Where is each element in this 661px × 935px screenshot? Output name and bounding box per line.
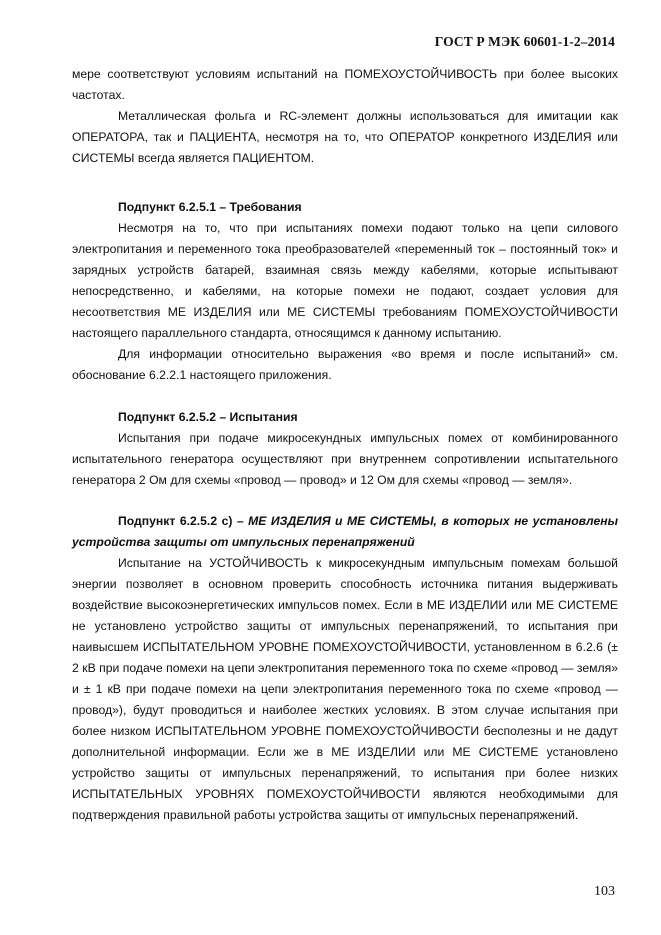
heading-italic-title: МЕ ИЗДЕЛИЯ и МЕ СИСТЕМЫ, в которых не установлены устройства защиты от импульсных перенапряжений xyxy=(72,514,618,549)
paragraph-surge-immunity: Испытание на УСТОЙЧИВОСТЬ к микросекундным импульсным помехам большой энергии позволяет в основном проверить способность источника питания выдерживать воздействие высокоэнергетических импульсов помех. Если в МЕ ИЗДЕЛИИ или МЕ СИСТЕМЕ не установлено устройство защиты от импульсных перенапряжений, то испытания при наивысшем ИСПЫТАТЕЛЬНОМ УРОВНЕ ПОМЕХОУСТОЙЧИВОСТИ, установленном в 6.2.6 (± 2 кВ при подаче помехи на цепи электропитания переменного тока по схеме «провод — земля» и ± 1 кВ при подаче помехи на цепи электропитания переменного тока по схеме «провод — провод»), будут проводиться и наиболее жестких условиях. В этом случае испытания при более низком ИСПЫТАТЕЛЬНОМ УРОВНЕ ПОМЕХОУСТОЙЧИВОСТИ бесполезны и не дадут дополнительной информации. Если же в МЕ ИЗДЕЛИИ или МЕ СИСТЕМЕ установлено устройство защиты от импульсных перенапряжений, то испытания при более низких ИСПЫТАТЕЛЬНЫХ УРОВНЯХ ПОМЕХОУСТОЙЧИВОСТИ являются необходимыми для подтверждения правильной работы устройства защиты от импульсных перенапряжений. xyxy=(72,556,618,822)
heading-prefix: Подпункт 6.2.5.2 с) – xyxy=(118,514,249,528)
heading-6-2-5-1: Подпункт 6.2.5.1 – Требования xyxy=(118,200,302,214)
document-header: ГОСТ Р МЭК 60601-1-2–2014 xyxy=(434,34,615,49)
paragraph-tests: Испытания при подаче микросекундных импульсных помех от комбинированного испытательного генератора осуществляют при внутреннем сопротивлении испытательного генератора 2 Ом для схемы «провод — провод» и 12 Ом для схемы «провод — земля». xyxy=(72,431,618,487)
heading-6-2-5-2: Подпункт 6.2.5.2 – Испытания xyxy=(118,410,298,424)
document-body xyxy=(72,64,618,826)
page-number: 103 xyxy=(594,884,615,899)
paragraph-foil-rc: Металлическая фольга и RC-элемент должны использоваться для имитации как ОПЕРАТОРА, так и ПАЦИЕНТА, несмотря на то, что ОПЕРАТОР конкретного ИЗДЕЛИЯ или СИСТЕМЫ всегда является ПАЦИЕНТОМ. xyxy=(72,109,618,165)
paragraph-continuation: мере соответствуют условиям испытаний на ПОМЕХОУСТОЙЧИВОСТЬ при более высоких частотах. xyxy=(72,67,618,102)
heading-6-2-5-2-c xyxy=(72,511,618,553)
paragraph-requirements: Несмотря на то, что при испытаниях помехи подают только на цепи силового электропитания и переменного тока преобразователей «переменный ток – постоянный ток» и зарядных устройств батарей, взаимная связь между кабелями, которые испытывают непосредственно, и кабелями, на которые помехи не подают, создает условия для несоответствия МЕ ИЗДЕЛИЯ или МЕ СИСТЕМЫ требованиям ПОМЕХОУСТОЙЧИВОСТИ настоящего параллельного стандарта, относящимся к данному испытанию. xyxy=(72,221,618,340)
paragraph-rationale-ref: Для информации относительно выражения «во время и после испытаний» см. обоснование 6.2.2.1 настоящего приложения. xyxy=(72,347,618,382)
